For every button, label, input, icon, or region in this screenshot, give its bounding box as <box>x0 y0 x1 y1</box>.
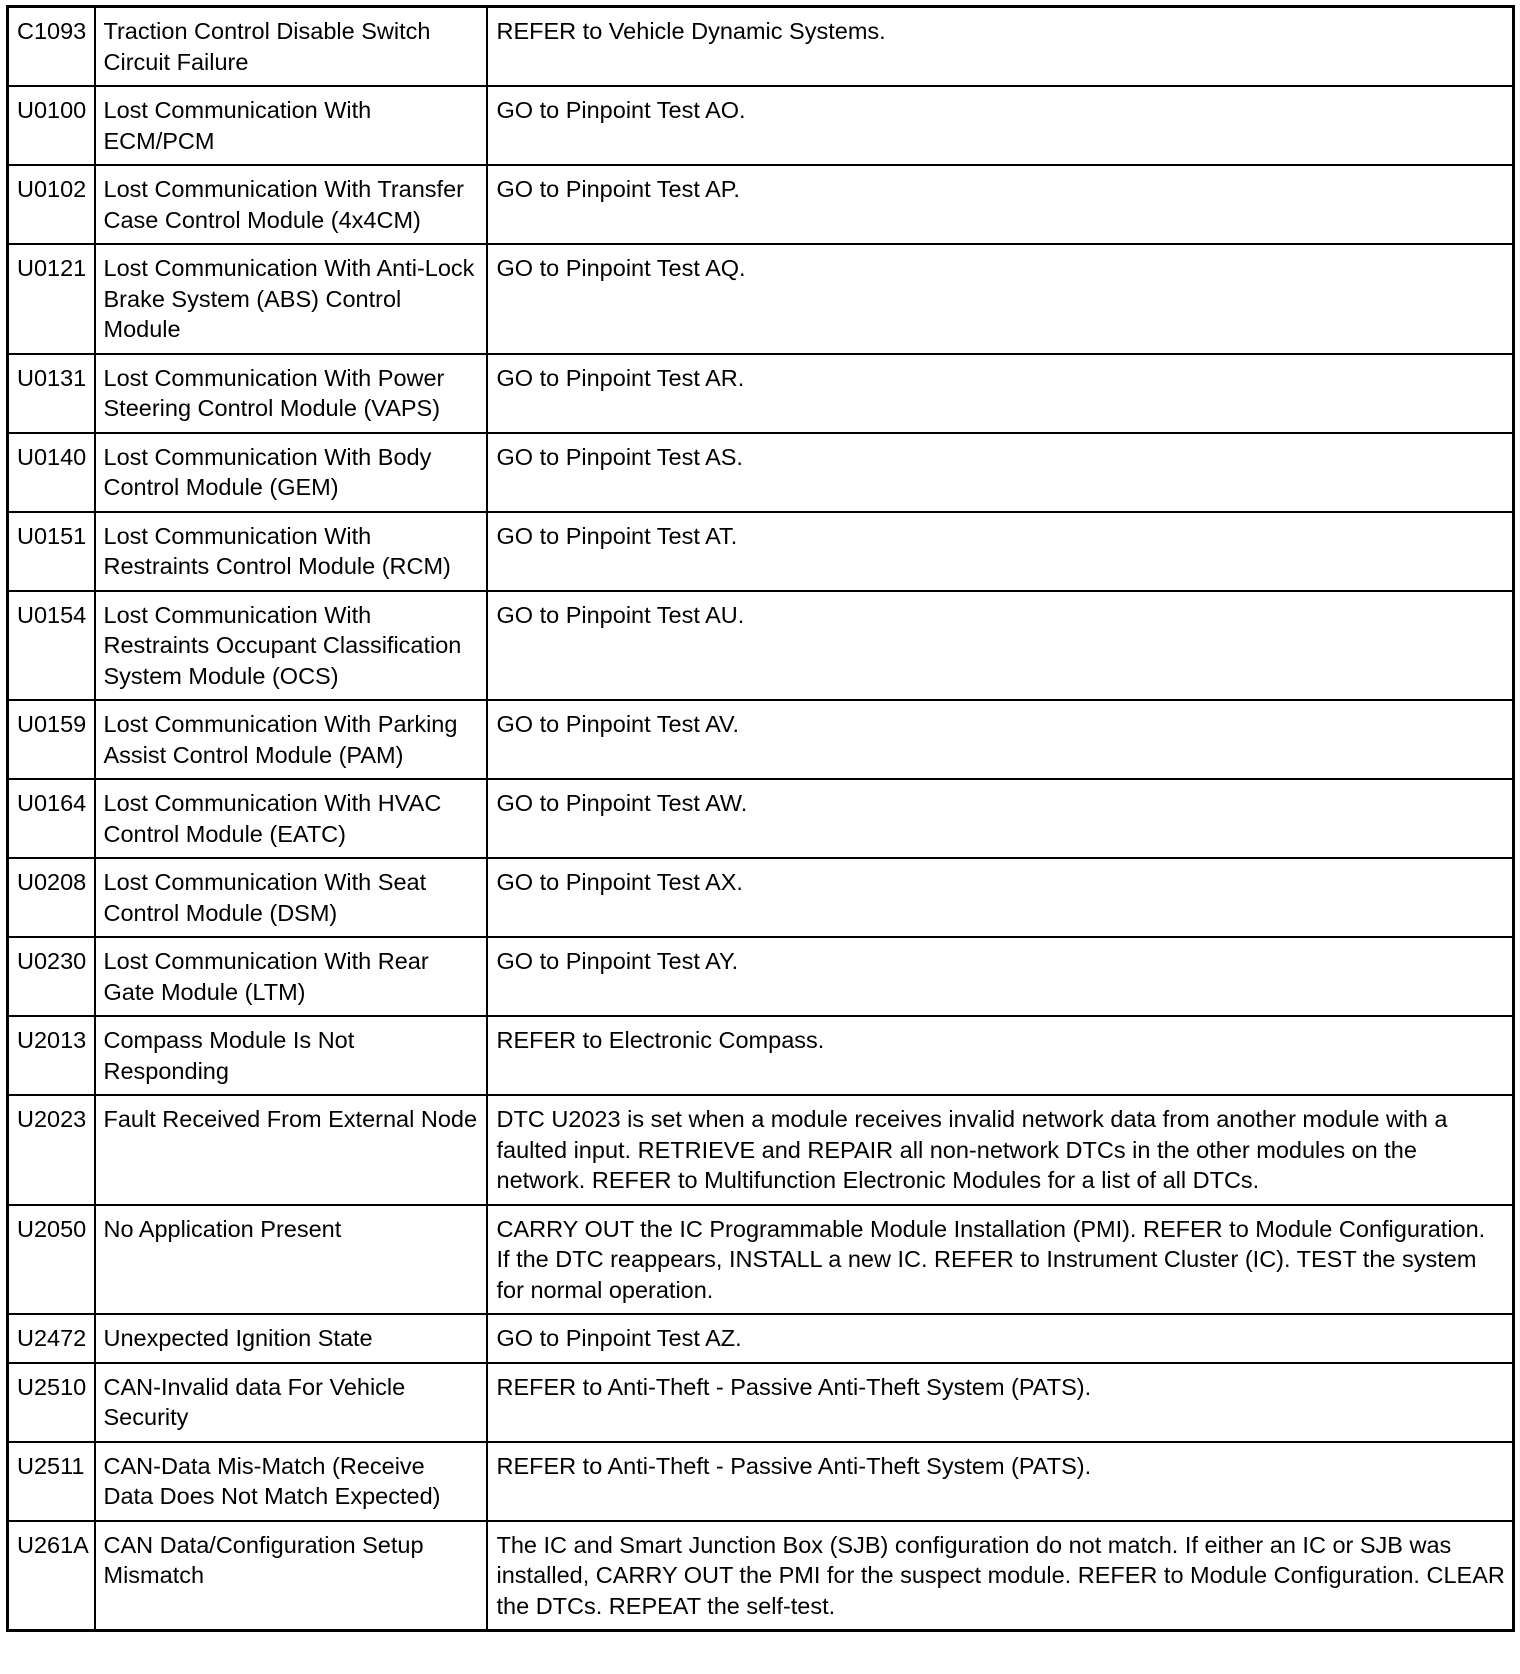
dtc-action-paragraph: The IC and Smart Junction Box (SJB) configuration do not match. If either an IC or SJB was installed, CARRY OUT the PMI for the suspect module. REFER to Module Configuration. CLEAR the DTCs. REPEAT the self-test. <box>496 1531 1505 1619</box>
dtc-action-cell <box>487 1314 1514 1363</box>
dtc-description-cell: Lost Communication With Parking Assist Control Module (PAM) <box>95 700 487 779</box>
table-row <box>8 1314 1514 1363</box>
table-row <box>8 1095 1514 1205</box>
dtc-action-cell <box>487 700 1514 779</box>
dtc-code-cell: U2511 <box>8 1442 95 1521</box>
table-row <box>8 1016 1514 1095</box>
dtc-action-cell <box>487 1205 1514 1315</box>
dtc-code-cell: U2023 <box>8 1095 95 1205</box>
table-row <box>8 1442 1514 1521</box>
table-row <box>8 1363 1514 1442</box>
dtc-action-paragraph: DTC U2023 is set when a module receives invalid network data from another module with a faulted input. RETRIEVE and REPAIR all non-network DTCs in the other modules on the network. REFER to Multifunction Electronic Modules for a list of all DTCs. <box>496 1106 1448 1193</box>
dtc-description-cell: Lost Communication With Seat Control Module (DSM) <box>95 858 487 937</box>
dtc-action-cell <box>487 244 1514 354</box>
dtc-action-paragraph: If the DTC reappears, INSTALL a new IC. REFER to Instrument Cluster (IC). TEST the system for normal operation. <box>496 1246 1477 1303</box>
table-row <box>8 591 1514 701</box>
dtc-code-cell: U0102 <box>8 165 95 244</box>
dtc-code-cell: U0208 <box>8 858 95 937</box>
dtc-code-cell: U0164 <box>8 779 95 858</box>
dtc-code-cell: U0100 <box>8 86 95 165</box>
dtc-table <box>6 5 1515 1632</box>
dtc-code-cell: U0154 <box>8 591 95 701</box>
dtc-action-cell <box>487 7 1514 87</box>
dtc-description-cell: Fault Received From External Node <box>95 1095 487 1205</box>
dtc-description-cell: Lost Communication With Power Steering Control Module (VAPS) <box>95 354 487 433</box>
dtc-action-paragraph: REFER to Vehicle Dynamic Systems. <box>496 18 886 44</box>
table-row <box>8 937 1514 1016</box>
dtc-description-cell: Unexpected Ignition State <box>95 1314 487 1363</box>
dtc-description-cell: Lost Communication With Anti-Lock Brake System (ABS) Control Module <box>95 244 487 354</box>
table-row <box>8 779 1514 858</box>
dtc-code-cell: U0159 <box>8 700 95 779</box>
table-row <box>8 433 1514 512</box>
dtc-description-cell: Lost Communication With Restraints Occupant Classification System Module (OCS) <box>95 591 487 701</box>
dtc-description-cell: Lost Communication With HVAC Control Module (EATC) <box>95 779 487 858</box>
dtc-code-cell: U2510 <box>8 1363 95 1442</box>
dtc-action-cell <box>487 779 1514 858</box>
dtc-description-cell: CAN-Invalid data For Vehicle Security <box>95 1363 487 1442</box>
dtc-action-paragraph: CARRY OUT the IC Programmable Module Installation (PMI). REFER to Module Configuration. <box>496 1215 1486 1242</box>
dtc-description-cell: Lost Communication With Transfer Case Control Module (4x4CM) <box>95 165 487 244</box>
dtc-description-cell: Lost Communication With Body Control Module (GEM) <box>95 433 487 512</box>
dtc-description-cell: CAN-Data Mis-Match (Receive Data Does Not Match Expected) <box>95 1442 487 1521</box>
dtc-code-cell: U2472 <box>8 1314 95 1363</box>
dtc-action-paragraph: GO to Pinpoint Test AO. <box>496 97 746 123</box>
dtc-description-cell: No Application Present <box>95 1205 487 1315</box>
dtc-code-cell: U0131 <box>8 354 95 433</box>
dtc-action-paragraph: GO to Pinpoint Test AU. <box>496 601 745 628</box>
dtc-description-cell: Lost Communication With ECM/PCM <box>95 86 487 165</box>
dtc-action-paragraph: GO to Pinpoint Test AY. <box>496 948 739 974</box>
dtc-action-cell <box>487 1016 1514 1095</box>
dtc-description-cell: Lost Communication With Restraints Control Module (RCM) <box>95 512 487 591</box>
dtc-action-paragraph: REFER to Electronic Compass. <box>496 1027 825 1053</box>
dtc-action-paragraph: REFER to Anti-Theft - Passive Anti-Theft System (PATS). <box>496 1452 1092 1479</box>
dtc-action-paragraph: GO to Pinpoint Test AS. <box>496 443 743 470</box>
dtc-action-paragraph: GO to Pinpoint Test AW. <box>496 790 748 816</box>
dtc-table-body <box>8 7 1514 1631</box>
dtc-code-cell: U2050 <box>8 1205 95 1315</box>
dtc-action-paragraph: GO to Pinpoint Test AR. <box>496 364 745 391</box>
dtc-code-cell: U0151 <box>8 512 95 591</box>
dtc-action-paragraph: GO to Pinpoint Test AZ. <box>496 1325 742 1351</box>
dtc-action-cell <box>487 354 1514 433</box>
dtc-code-cell: U0140 <box>8 433 95 512</box>
dtc-code-cell: U2013 <box>8 1016 95 1095</box>
dtc-code-cell: U0230 <box>8 937 95 1016</box>
dtc-action-paragraph: GO to Pinpoint Test AP. <box>496 176 740 202</box>
dtc-description-cell: CAN Data/Configuration Setup Mismatch <box>95 1521 487 1631</box>
table-row <box>8 244 1514 354</box>
dtc-code-cell: U0121 <box>8 244 95 354</box>
table-row <box>8 512 1514 591</box>
dtc-description-cell: Traction Control Disable Switch Circuit Failure <box>95 7 487 87</box>
table-row <box>8 700 1514 779</box>
dtc-action-cell <box>487 1442 1514 1521</box>
dtc-action-paragraph: GO to Pinpoint Test AX. <box>496 869 743 895</box>
dtc-action-cell <box>487 86 1514 165</box>
dtc-action-cell <box>487 858 1514 937</box>
table-row <box>8 86 1514 165</box>
dtc-action-cell <box>487 591 1514 701</box>
dtc-action-paragraph: GO to Pinpoint Test AT. <box>496 522 738 549</box>
dtc-action-cell <box>487 1363 1514 1442</box>
dtc-code-cell: U261A <box>8 1521 95 1631</box>
dtc-action-paragraph: REFER to Anti-Theft - Passive Anti-Theft System (PATS). <box>496 1373 1092 1400</box>
dtc-description-cell: Lost Communication With Rear Gate Module (LTM) <box>95 937 487 1016</box>
table-row <box>8 1205 1514 1315</box>
dtc-description-cell: Compass Module Is Not Responding <box>95 1016 487 1095</box>
table-row <box>8 1521 1514 1631</box>
table-row <box>8 7 1514 87</box>
dtc-action-cell <box>487 433 1514 512</box>
dtc-action-cell <box>487 1095 1514 1205</box>
dtc-code-cell: C1093 <box>8 7 95 87</box>
table-row <box>8 858 1514 937</box>
dtc-action-paragraph: GO to Pinpoint Test AQ. <box>496 255 746 281</box>
table-row <box>8 354 1514 433</box>
dtc-action-cell <box>487 1521 1514 1631</box>
dtc-action-cell <box>487 165 1514 244</box>
table-row <box>8 165 1514 244</box>
dtc-action-cell <box>487 512 1514 591</box>
dtc-action-cell <box>487 937 1514 1016</box>
dtc-action-paragraph: GO to Pinpoint Test AV. <box>496 711 740 737</box>
